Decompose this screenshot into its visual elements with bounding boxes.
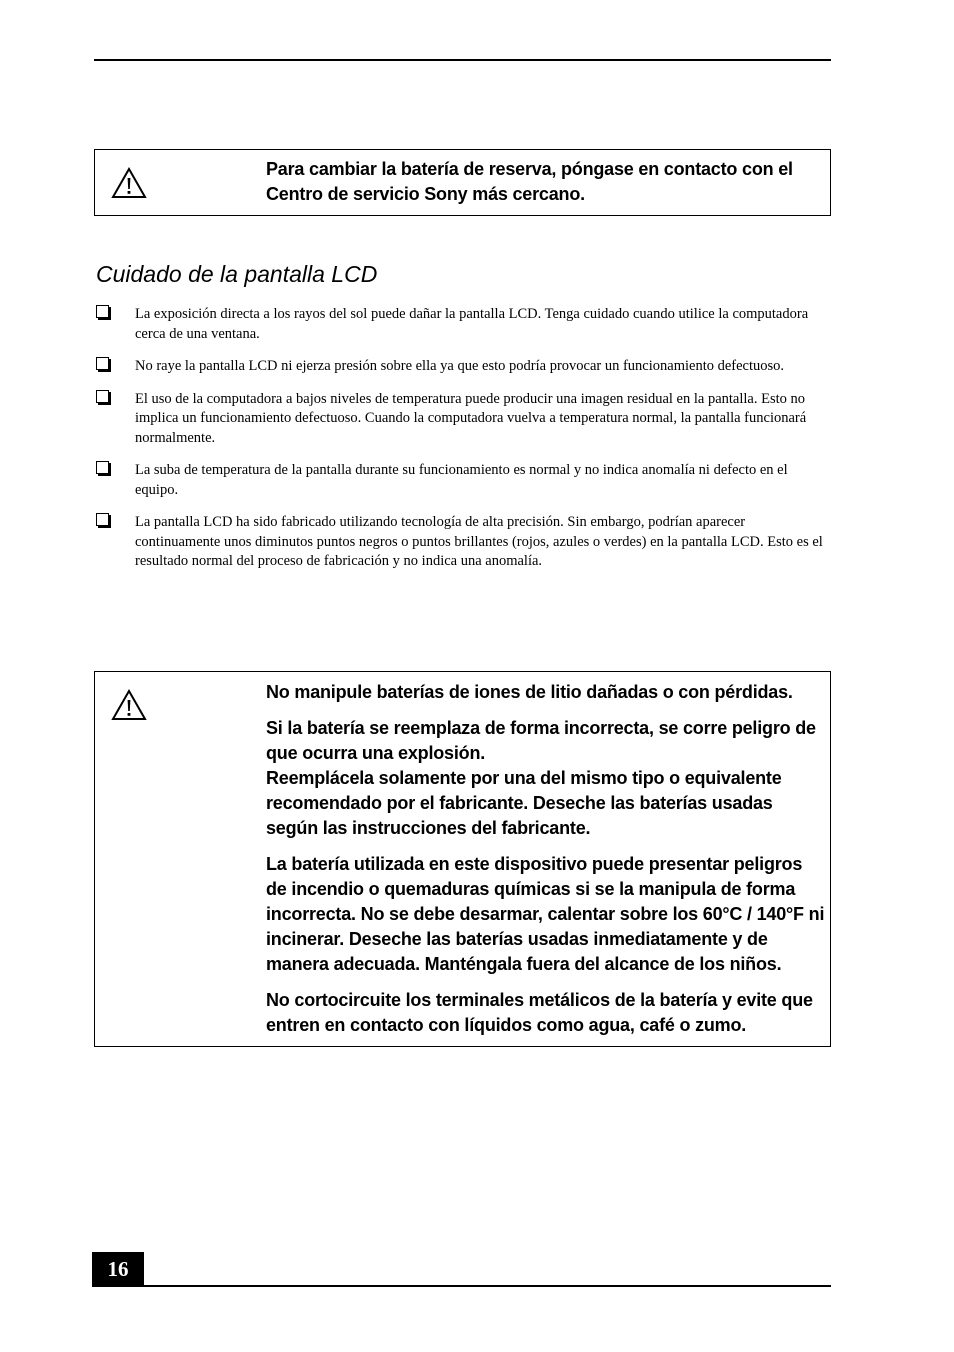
warning-triangle-icon (111, 689, 147, 721)
checkbox-bullet-icon (96, 305, 109, 318)
header-rule (94, 59, 831, 61)
warning-paragraph: Reemplácela solamente por una del mismo tipo o equivalente recomendado por el fabricante. Deseche las baterías usadas según las instrucciones del fabricante. (266, 768, 782, 838)
warning-text (266, 680, 826, 1038)
checkbox-bullet-icon (96, 461, 109, 474)
list-item (94, 305, 831, 344)
warning-paragraph: La batería utilizada en este dispositivo puede presentar peligros de incendio o quemaduras químicas si se la manipula de forma incorrecta. No se debe desarmar, calentar sobre los 60°C / 140°F ni incinerar. Deseche las baterías usadas inmediatamente y de manera adecuada. Manténgala fuera del alcance de los niños. (266, 854, 825, 974)
list-item-text: El uso de la computadora a bajos niveles de temperatura puede producir una imagen residual en la pantalla. Esto no implica un funcionamiento defectuoso. Cuando la computadora vuelva a temperatura normal, la pantalla funcionará normalmente. (135, 390, 807, 446)
list-item (94, 357, 831, 377)
checkbox-bullet-icon (96, 357, 109, 370)
list-item (94, 390, 831, 449)
warning-box-backup-battery (94, 149, 831, 216)
list-item-text: La exposición directa a los rayos del sol puede dañar la pantalla LCD. Tenga cuidado cuando utilice la computadora cerca de una ventana. (135, 306, 809, 342)
list-item-text: La pantalla LCD ha sido fabricado utilizando tecnología de alta precisión. Sin embargo, podrían aparecer continuamente unos diminutos puntos negros o puntos brillantes (rojos, azules o verdes) en la pantalla LCD. Esto es el resultado normal del proceso de fabricación y no indica una anomalía. (135, 514, 823, 569)
footer-rule (92, 1285, 831, 1287)
warning-paragraph: No cortocircuite los terminales metálicos de la batería y evite que entren en contacto con líquidos como agua, café o zumo. (266, 990, 813, 1035)
section-title: Cuidado de la pantalla LCD (96, 261, 378, 287)
checkbox-bullet-icon (96, 513, 109, 526)
list-item (94, 513, 831, 572)
page-number: 16 (92, 1252, 144, 1287)
checkbox-bullet-icon (96, 390, 109, 403)
list-item-text: No raye la pantalla LCD ni ejerza presión sobre ella ya que esto podría provocar un funcionamiento defectuoso. (135, 358, 785, 374)
warning-paragraph: Si la batería se reemplaza de forma incorrecta, se corre peligro de que ocurra una explosión. (266, 718, 816, 763)
list-item-text: La suba de temperatura de la pantalla durante su funcionamiento es normal y no indica anomalía ni defecto en el equipo. (135, 462, 788, 498)
warning-triangle-icon (111, 167, 147, 199)
warning-box-lithium-battery (94, 671, 831, 1047)
lcd-care-list (94, 305, 831, 585)
warning-paragraph: No manipule baterías de iones de litio dañadas o con pérdidas. (266, 682, 793, 702)
warning-text (266, 157, 826, 207)
warning-paragraph: Para cambiar la batería de reserva, póngase en contacto con el Centro de servicio Sony más cercano. (266, 159, 793, 204)
list-item (94, 461, 831, 500)
